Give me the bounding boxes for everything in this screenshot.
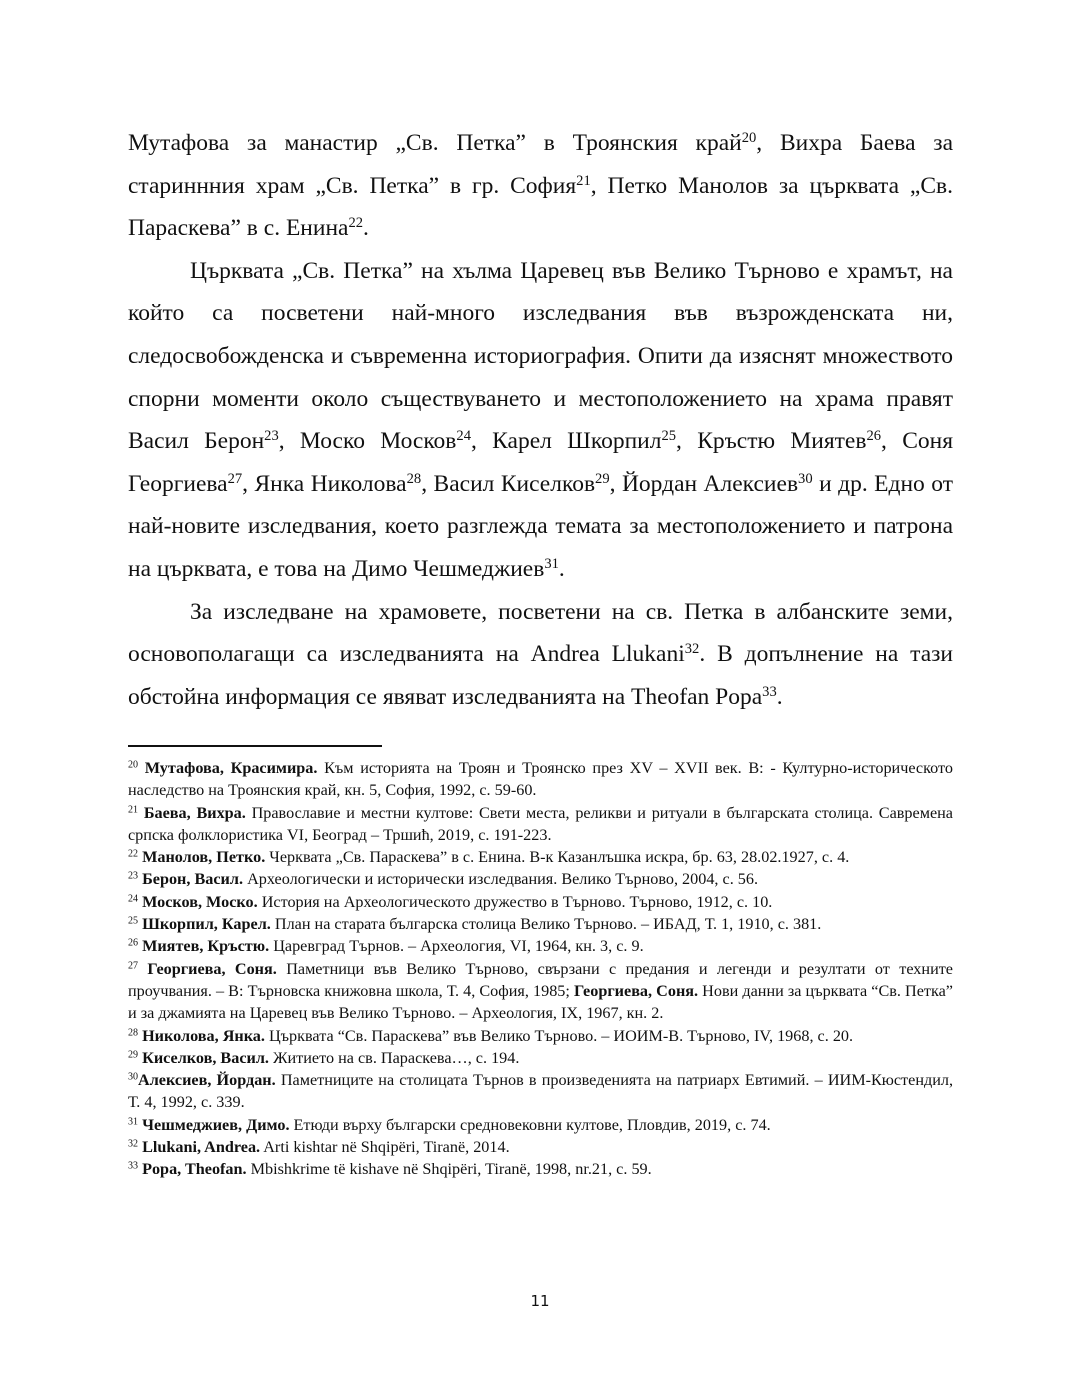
footnote-text: Arti kishtar në Shqipëri, Tiranë, 2014.: [260, 1138, 510, 1157]
footnote: [128, 913, 953, 935]
paragraph-text: За изследване на храмовете, посветени на св. Петка в албанските земи, основополагащи са изследванията на Andrea Llukani: [128, 598, 953, 668]
footnote-author: Георгиева, Соня.: [147, 959, 277, 978]
footnote-author: Алексиев, Йордан.: [138, 1071, 276, 1090]
footnote-reference: 30: [798, 470, 813, 487]
footnote-author: Николова, Янка.: [142, 1026, 265, 1045]
footnote-number: 22: [128, 848, 139, 860]
footnote-number: 26: [128, 937, 139, 949]
footnote-number: 27: [128, 960, 139, 972]
footnote-text: Към историята на Троян и Троянско през XV – XVII век. В: - Културно-историческото наследство на Троянския край, кн. 5, София, 1992, с. 59-60.: [128, 759, 953, 800]
paragraph-text: Мутафова за манастир „Св. Петка” в Троянския край: [128, 130, 742, 156]
footnote-number: 23: [128, 870, 139, 882]
footnote: [128, 1025, 953, 1047]
footnote-separator-space: [138, 960, 147, 978]
footnote-reference: 21: [576, 172, 591, 189]
footnote-author: Чешмеджиев, Димо.: [142, 1115, 290, 1134]
footnote-text: Нови данни за църквата “Св. Петка” и за джамията на Царевец във Велико Търново. – Археология, IX, 1967, кн. 2.: [128, 981, 953, 1023]
footnote: [128, 935, 953, 957]
footnote-number: 30: [128, 1071, 139, 1083]
footnote-number: 24: [128, 893, 139, 905]
footnote-reference: 32: [684, 641, 700, 658]
footnote-author: Миятев, Кръстю.: [142, 937, 270, 956]
footnote-text: Етюди върху български средновековни култове, Пловдив, 2019, с. 74.: [289, 1115, 771, 1134]
footnote-text: Православие и местни култове: Свети места, реликви и ритуали в българската столица. Савремена српска фолклористика VI, Београд – Тршић, 2019, с. 191-223.: [128, 803, 953, 844]
footnote: [128, 958, 953, 1025]
footnote-number: 33: [128, 1160, 139, 1172]
footnote-text: Mbishkrime të kishave në Shqipëri, Tiranë, 1998, nr.21, с. 59.: [246, 1160, 652, 1179]
paragraph-text: . В допълнение на тази обстойна информация се явяват изследванията на Theofan Popa: [128, 641, 954, 710]
footnote: [128, 846, 953, 868]
page-number: 11: [530, 1292, 550, 1310]
footnote-author: Мутафова, Красимира.: [144, 759, 318, 777]
footnote-number: 31: [128, 1116, 139, 1128]
footnote-reference: 28: [406, 470, 422, 487]
footnote-text: Житието на св. Параскева…, с. 194.: [268, 1048, 520, 1067]
footnote-separator-space: [138, 759, 145, 777]
footnote: [128, 1114, 953, 1136]
footnote-author: Москов, Моско.: [142, 892, 258, 911]
paragraph-text: Църквата „Св. Петка” на хълма Царевец във Велико Търново е храмът, на който са посветени най-много изследвания във възрожденската ни, следосвобожденска и съвременна историография. Опити да изяснят множеството спорни моменти около съществуването и местоположението на храма правят Васил Берон: [128, 257, 953, 455]
footnote-number: 20: [128, 759, 139, 771]
footnote-number: 32: [128, 1138, 139, 1150]
paragraph-text: .: [558, 555, 565, 582]
paragraph-text: .: [363, 215, 369, 242]
footnote-text: Царевград Търнов. – Археология, VI, 1964, кн. 3, с. 9.: [269, 937, 644, 956]
footnote-number: 25: [128, 915, 139, 927]
body-paragraph: [128, 250, 953, 591]
footnote-reference: 23: [264, 428, 279, 445]
footnote: [128, 1069, 953, 1114]
footnote-text: Паметници във Велико Търново, свързани с предания и легенди и резултати от техните проучвания. – В: Търновска книжовна школа, Т. 4, София, 1985;: [128, 959, 953, 1000]
footnote-text: Археологически и исторически изследвания. Велико Търново, 2004, с. 56.: [243, 870, 759, 889]
paragraph-text: , Вихра Баева за стариннния храм „Св. Петка” в гр. София: [128, 130, 954, 199]
footnote-author: Шкорпил, Карел.: [142, 915, 271, 934]
footnote-reference: 24: [456, 428, 471, 445]
footnote-reference: 29: [595, 470, 610, 487]
footnote: [128, 802, 953, 847]
footnotes: [128, 757, 953, 1181]
paragraph-text: , Моско Москов: [278, 428, 457, 455]
footnote-reference: 31: [544, 555, 559, 572]
footnote-author: Popa, Theofan.: [142, 1160, 247, 1179]
footnote-text: Черквата „Св. Параскева” в с. Енина. В-к Казанлъшка искра, бр. 63, 28.02.1927, с. 4.: [265, 848, 850, 867]
footnote-author: Берон, Васил.: [142, 870, 244, 889]
footnote: [128, 1158, 953, 1180]
footnote-reference: 20: [741, 130, 757, 146]
footnote-author: Манолов, Петко.: [142, 848, 266, 867]
footnote-text: История на Археологическото дружество в Търново. Търново, 1912, с. 10.: [257, 892, 773, 911]
paragraph-text: , Васил Киселков: [421, 470, 596, 497]
footnote-text: План на старата българска столица Велико Търново. – ИБАД, Т. 1, 1910, с. 381.: [270, 915, 822, 934]
footnote-text: Църквата “Св. Параскева” във Велико Търново. – ИОИМ-В. Търново, IV, 1968, с. 20.: [264, 1026, 854, 1045]
body-text: [128, 122, 953, 718]
body-paragraph: [128, 122, 953, 250]
paragraph-text: , Йордан Алексиев: [609, 470, 799, 497]
footnote-author: Llukani, Andrea.: [142, 1138, 261, 1157]
paragraph-text: , Кръстю Миятев: [676, 428, 867, 455]
footnote-number: 29: [128, 1049, 139, 1061]
footnote-separator: [128, 745, 382, 747]
footnote-author: Георгиева, Соня.: [573, 981, 699, 1000]
footnote-author: Киселков, Васил.: [142, 1048, 269, 1067]
footnote-reference: 26: [866, 428, 882, 445]
paragraph-text: .: [776, 683, 783, 710]
paragraph-text: и др. Едно от най-новите изследвания, което разглежда темата за местоположението и патрона на църквата, е това на Димо Чешмеджиев: [128, 470, 953, 582]
paragraph-text: , Соня Георгиева: [128, 428, 954, 497]
footnote: [128, 757, 953, 802]
footnote-reference: 25: [661, 428, 677, 445]
body-paragraph: [128, 591, 953, 719]
footnote-text: Паметниците на столицата Търнов в произведенията на патриарх Евтимий. – ИИМ-Кюстендил, Т. 4, 1992, с. 339.: [128, 1071, 953, 1112]
footnote-reference: 22: [348, 215, 364, 232]
paragraph-text: , Карел Шкорпил: [470, 428, 662, 455]
footnote-number: 28: [128, 1027, 139, 1039]
paragraph-text: , Янка Николова: [242, 470, 407, 497]
footnote: [128, 891, 953, 913]
footnote-number: 21: [128, 804, 139, 816]
footnote-reference: 33: [762, 683, 777, 700]
footnote-reference: 27: [227, 470, 243, 487]
footnote: [128, 1047, 953, 1069]
footnote-author: Баева, Вихра.: [143, 803, 246, 822]
footnote: [128, 1136, 953, 1158]
paragraph-text: , Петко Манолов за църквата „Св. Параскева” в с. Енина: [128, 172, 953, 242]
footnote: [128, 868, 953, 890]
